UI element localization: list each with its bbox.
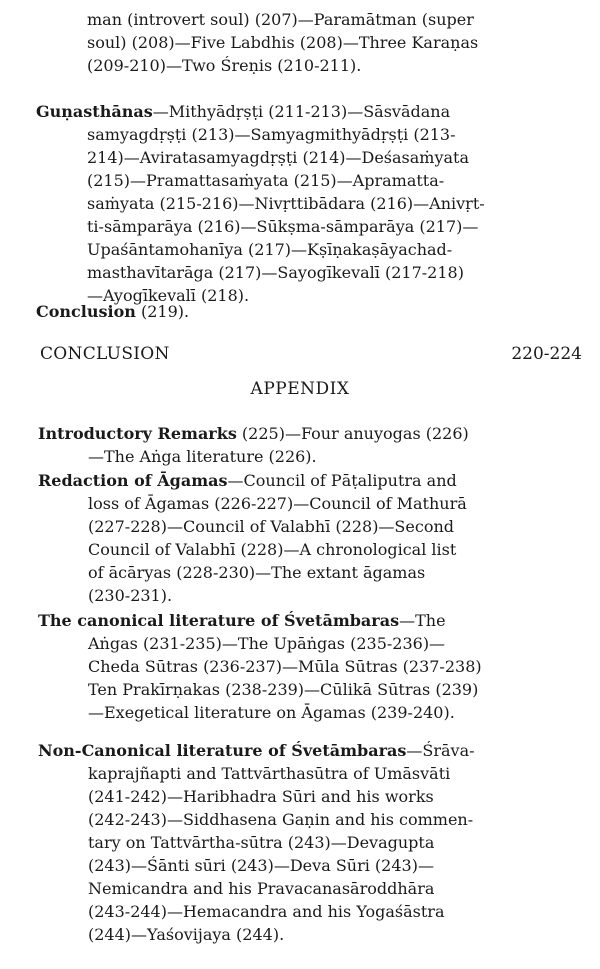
text-line: —Mithyādṛṣṭi (211-213)—Sāsvādana bbox=[152, 102, 451, 121]
text-line: —The bbox=[399, 611, 446, 630]
text-line: man (introvert soul) (207)—Paramātman (super bbox=[87, 10, 474, 29]
text-line: (215)—Pramattasaṁyata (215)—Apramatta- bbox=[87, 171, 445, 190]
text-line: (230-231). bbox=[88, 586, 173, 605]
text-line: (227-228)—Council of Valabhī (228)—Second bbox=[88, 517, 454, 536]
entry-gunasthanas bbox=[36, 100, 516, 307]
chapter-page-range: 220-224 bbox=[511, 344, 582, 364]
entry-heading: Redaction of Āgamas bbox=[38, 471, 228, 490]
entry-first-line bbox=[36, 100, 516, 123]
text-line: Aṅgas (231-235)—The Upāṅgas (235-236)— bbox=[88, 634, 446, 653]
entry-heading: Guṇasthānas bbox=[36, 102, 153, 121]
text-line: saṁyata (215-216)—Nivṛttibādara (216)—Anivṛt- bbox=[87, 194, 485, 213]
entry-heading: Conclusion bbox=[36, 302, 136, 321]
text-line: loss of Āgamas (226-227)—Council of Mathurā bbox=[88, 494, 467, 513]
text-line: —The Aṅga literature (226). bbox=[88, 447, 317, 466]
text-line: (242-243)—Siddhasena Gaṇin and his commen- bbox=[88, 810, 474, 829]
text-line: (243-244)—Hemacandra and his Yogaśāstra bbox=[88, 902, 445, 921]
entry-heading: Non-Canonical literature of Śvetāmbaras bbox=[38, 741, 407, 760]
entry-heading: The canonical literature of Śvetāmbaras bbox=[38, 611, 400, 630]
text-line: (243)—Śānti sūri (243)—Deva Sūri (243)— bbox=[88, 856, 434, 875]
text-line: of ācāryas (228-230)—The extant āgamas bbox=[88, 563, 426, 582]
entry-redaction-of-agamas bbox=[38, 469, 514, 607]
entry-heading: Introductory Remarks bbox=[38, 424, 237, 443]
text-line: Council of Valabhī (228)—A chronological list bbox=[88, 540, 457, 559]
text-line: 214)—Aviratasamyagdṛṣṭi (214)—Deśasaṁyata bbox=[87, 148, 470, 167]
entry-introductory-remarks bbox=[38, 422, 514, 468]
text-line: Nemicandra and his Pravacanasāroddhāra bbox=[88, 879, 435, 898]
text-line: —Śrāva- bbox=[406, 741, 475, 760]
entry-pages: (219). bbox=[135, 302, 190, 321]
text-line: Upaśāntamohanīya (217)—Kṣīṇakaṣāyachad- bbox=[87, 240, 453, 259]
entry-non-canonical-literature bbox=[38, 739, 516, 946]
text-line: —Ayogīkevalī (218). bbox=[87, 286, 250, 305]
text-line: (225)—Four anuyogas (226) bbox=[236, 424, 469, 443]
text-line: kaprajñapti and Tattvārthasūtra of Umāsvāti bbox=[88, 764, 451, 783]
text-line: samyagdṛṣṭi (213)—Samyagmithyādṛṣṭi (213- bbox=[87, 125, 456, 144]
chapter-title: CONCLUSION bbox=[40, 344, 170, 364]
appendix-heading: APPENDIX bbox=[250, 379, 350, 399]
text-line: (244)—Yaśovijaya (244). bbox=[88, 925, 285, 944]
text-line: masthavītarāga (217)—Sayogīkevalī (217-218) bbox=[87, 263, 464, 282]
entry-canonical-literature bbox=[38, 609, 514, 724]
text-line: tary on Tattvārtha-sūtra (243)—Devagupta bbox=[88, 833, 435, 852]
text-line: (209-210)—Two Śreṇis (210-211). bbox=[87, 56, 362, 75]
text-line: —Council of Pāṭaliputra and bbox=[227, 471, 457, 490]
text-line: ti-sāmparāya (216)—Sūkṣma-sāmparāya (217)— bbox=[87, 217, 479, 236]
text-line: Cheda Sūtras (236-237)—Mūla Sūtras (237-238) bbox=[88, 657, 482, 676]
text-line: —Exegetical literature on Āgamas (239-240). bbox=[88, 703, 455, 722]
text-line: (241-242)—Haribhadra Sūri and his works bbox=[88, 787, 434, 806]
text-line: Ten Prakīrṇakas (238-239)—Cūlikā Sūtras (239) bbox=[88, 680, 479, 699]
continued-entry bbox=[87, 8, 519, 77]
entry-conclusion bbox=[36, 300, 189, 323]
text-line: soul) (208)—Five Labdhis (208)—Three Karaṇas bbox=[87, 33, 479, 52]
